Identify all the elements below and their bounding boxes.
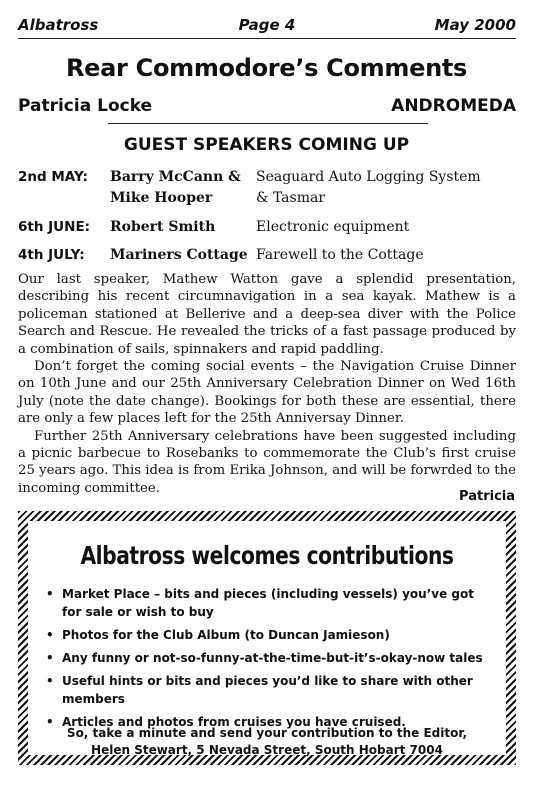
- paragraph: Further 25th Anniversary celebrations have been suggested including a picnic barbecue to Rosebanks to commemorate the Club’s first cruise 25 years ago. This idea is from Erika Johnson, and will be forwrded to the incoming committee.: [18, 428, 517, 496]
- speaker-name: Mike Hooper: [110, 190, 213, 206]
- bullet-icon: •: [46, 651, 54, 665]
- speaker-name: Robert Smith: [110, 219, 216, 235]
- contributions-box: [18, 511, 516, 765]
- page-number: Page 4: [238, 16, 296, 34]
- author-name: Patricia Locke: [18, 96, 153, 116]
- section-heading: GUEST SPEAKERS COMING UP: [123, 135, 410, 155]
- boat-name: ANDROMEDA: [391, 96, 516, 116]
- signature: Patricia: [459, 489, 515, 504]
- list-item-text: Articles and photos from cruises you have cruised.: [62, 715, 406, 729]
- page-header: [18, 16, 516, 39]
- list-item: [46, 585, 490, 621]
- editor-address: Helen Stewart, 5 Nevada Street, South Hobart 7004: [91, 743, 443, 757]
- bullet-icon: •: [46, 587, 54, 601]
- list-item: [46, 672, 490, 708]
- list-item-text: Useful hints or bits and pieces you’d like to share with other members: [62, 674, 473, 706]
- footer-line: So, take a minute and send your contribution to the Editor,: [66, 726, 468, 740]
- speaker-topic: & Tasmar: [256, 190, 326, 206]
- issue-date: May 2000: [434, 16, 516, 34]
- contributions-box-content: [28, 521, 506, 755]
- article-body: [18, 271, 516, 497]
- speaker-date: 6th JUNE:: [18, 219, 91, 235]
- list-item: [46, 649, 490, 667]
- contribution-list: [46, 585, 490, 736]
- list-item: [46, 626, 490, 644]
- speaker-topic: Electronic equipment: [256, 219, 410, 235]
- box-footer: [28, 725, 506, 759]
- publication-name: Albatross: [18, 16, 99, 34]
- speaker-name: Mariners Cottage: [110, 247, 248, 263]
- article-title: Rear Commodore’s Comments: [65, 54, 468, 82]
- speaker-date: 4th JULY:: [18, 247, 85, 263]
- paragraph: Our last speaker, Mathew Watton gave a splendid presentation, describing his recent circumnavigation in a sea kayak. Mathew is a policeman stationed at Bellerive and a deep-sea diver with the Police Search and Rescue. He revealed the tricks of a fast passage produced by a combination of sails, spinnakers and rapid paddling.: [18, 272, 516, 357]
- divider: [108, 123, 428, 124]
- bullet-icon: •: [46, 715, 54, 729]
- paragraph: Don’t forget the coming social events – the Navigation Cruise Dinner on 10th June and our 25th Anniversary Celebration Dinner on Wed 16th July (note the date change). Bookings for both these are essential, there are only a few places left for the 25th Anniversay Dinner.: [18, 359, 516, 427]
- speaker-topic: Seaguard Auto Logging System: [256, 169, 481, 185]
- bullet-icon: •: [46, 674, 54, 688]
- speaker-topic: Farewell to the Cottage: [256, 247, 424, 263]
- box-title: Albatross welcomes contributions: [80, 541, 454, 570]
- speaker-date: 2nd MAY:: [18, 169, 88, 185]
- list-item-text: Market Place – bits and pieces (including vessels) you’ve got for sale or wish to buy: [62, 587, 474, 619]
- bullet-icon: •: [46, 628, 54, 642]
- speaker-name: Barry McCann &: [110, 169, 241, 185]
- list-item-text: Photos for the Club Album (to Duncan Jamieson): [62, 628, 390, 642]
- list-item-text: Any funny or not-so-funny-at-the-time-but-it’s-okay-now tales: [62, 651, 483, 665]
